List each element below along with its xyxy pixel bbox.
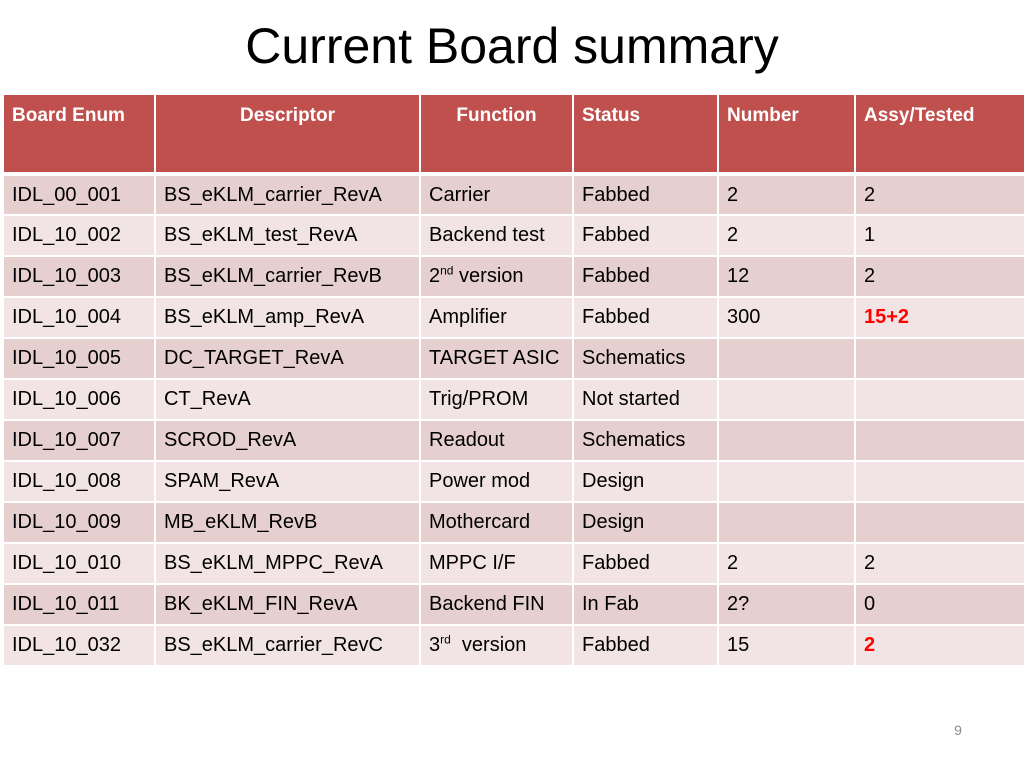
cell-number: 2 bbox=[718, 543, 855, 584]
column-header-function: Function bbox=[420, 94, 573, 174]
function-ordinal-suffix: rd bbox=[440, 632, 451, 647]
cell-descriptor: BS_eKLM_carrier_RevC bbox=[155, 625, 420, 666]
cell-board-enum: IDL_10_003 bbox=[3, 256, 155, 297]
cell-function: Trig/PROM bbox=[420, 379, 573, 420]
cell-number bbox=[718, 461, 855, 502]
cell-assy-tested-highlight: 2 bbox=[855, 625, 1024, 666]
cell-board-enum: IDL_10_009 bbox=[3, 502, 155, 543]
cell-status: Fabbed bbox=[573, 256, 718, 297]
column-header-status: Status bbox=[573, 94, 718, 174]
table-row bbox=[3, 625, 1024, 666]
cell-status: Schematics bbox=[573, 338, 718, 379]
cell-status: Fabbed bbox=[573, 174, 718, 215]
cell-function: MPPC I/F bbox=[420, 543, 573, 584]
cell-status: In Fab bbox=[573, 584, 718, 625]
cell-assy-tested bbox=[855, 461, 1024, 502]
cell-number: 2 bbox=[718, 215, 855, 256]
table-row bbox=[3, 502, 1024, 543]
cell-board-enum: IDL_10_007 bbox=[3, 420, 155, 461]
table-row bbox=[3, 379, 1024, 420]
cell-descriptor: DC_TARGET_RevA bbox=[155, 338, 420, 379]
cell-descriptor: CT_RevA bbox=[155, 379, 420, 420]
board-summary-table bbox=[2, 93, 1024, 667]
column-header-number: Number bbox=[718, 94, 855, 174]
cell-descriptor: SCROD_RevA bbox=[155, 420, 420, 461]
cell-number: 2? bbox=[718, 584, 855, 625]
table-row bbox=[3, 584, 1024, 625]
cell-function: Mothercard bbox=[420, 502, 573, 543]
cell-status: Not started bbox=[573, 379, 718, 420]
cell-descriptor: BS_eKLM_carrier_RevB bbox=[155, 256, 420, 297]
cell-number: 300 bbox=[718, 297, 855, 338]
column-header-descriptor: Descriptor bbox=[155, 94, 420, 174]
table-row bbox=[3, 543, 1024, 584]
cell-status: Design bbox=[573, 461, 718, 502]
function-ordinal: 3 bbox=[429, 634, 441, 656]
table-row bbox=[3, 338, 1024, 379]
cell-function bbox=[420, 625, 573, 666]
slide-page-number: 9 bbox=[954, 722, 962, 738]
cell-status: Fabbed bbox=[573, 543, 718, 584]
cell-assy-tested: 0 bbox=[855, 584, 1024, 625]
cell-board-enum: IDL_10_032 bbox=[3, 625, 155, 666]
cell-descriptor: BS_eKLM_MPPC_RevA bbox=[155, 543, 420, 584]
cell-board-enum: IDL_10_005 bbox=[3, 338, 155, 379]
table-row bbox=[3, 215, 1024, 256]
cell-status: Fabbed bbox=[573, 215, 718, 256]
cell-function: Backend FIN bbox=[420, 584, 573, 625]
cell-number bbox=[718, 502, 855, 543]
cell-descriptor: BS_eKLM_amp_RevA bbox=[155, 297, 420, 338]
table-row bbox=[3, 297, 1024, 338]
cell-assy-tested-highlight: 15+2 bbox=[855, 297, 1024, 338]
table-row bbox=[3, 420, 1024, 461]
table-row bbox=[3, 256, 1024, 297]
cell-assy-tested bbox=[855, 379, 1024, 420]
cell-assy-tested: 2 bbox=[855, 543, 1024, 584]
cell-function: Backend test bbox=[420, 215, 573, 256]
table-row bbox=[3, 174, 1024, 215]
cell-descriptor: MB_eKLM_RevB bbox=[155, 502, 420, 543]
cell-assy-tested bbox=[855, 502, 1024, 543]
cell-function bbox=[420, 256, 573, 297]
table-row bbox=[3, 461, 1024, 502]
cell-descriptor: BS_eKLM_test_RevA bbox=[155, 215, 420, 256]
cell-assy-tested: 2 bbox=[855, 256, 1024, 297]
cell-function: TARGET ASIC bbox=[420, 338, 573, 379]
function-text: version bbox=[450, 634, 527, 656]
cell-function: Power mod bbox=[420, 461, 573, 502]
cell-status: Design bbox=[573, 502, 718, 543]
table-header-row bbox=[3, 94, 1024, 174]
cell-assy-tested bbox=[855, 338, 1024, 379]
cell-number: 15 bbox=[718, 625, 855, 666]
cell-number bbox=[718, 420, 855, 461]
cell-board-enum: IDL_10_004 bbox=[3, 297, 155, 338]
cell-number bbox=[718, 338, 855, 379]
cell-assy-tested bbox=[855, 420, 1024, 461]
cell-board-enum: IDL_10_011 bbox=[3, 584, 155, 625]
cell-number bbox=[718, 379, 855, 420]
cell-board-enum: IDL_00_001 bbox=[3, 174, 155, 215]
cell-board-enum: IDL_10_010 bbox=[3, 543, 155, 584]
cell-number: 12 bbox=[718, 256, 855, 297]
cell-number: 2 bbox=[718, 174, 855, 215]
slide-title: Current Board summary bbox=[245, 18, 779, 74]
cell-status: Schematics bbox=[573, 420, 718, 461]
cell-descriptor: BS_eKLM_carrier_RevA bbox=[155, 174, 420, 215]
cell-function: Amplifier bbox=[420, 297, 573, 338]
column-header-board-enum: Board Enum bbox=[3, 94, 155, 174]
cell-board-enum: IDL_10_006 bbox=[3, 379, 155, 420]
column-header-assy-tested: Assy/Tested bbox=[855, 94, 1024, 174]
function-ordinal: 2 bbox=[429, 265, 441, 287]
cell-board-enum: IDL_10_008 bbox=[3, 461, 155, 502]
function-text: version bbox=[453, 265, 524, 287]
cell-board-enum: IDL_10_002 bbox=[3, 215, 155, 256]
cell-assy-tested: 2 bbox=[855, 174, 1024, 215]
cell-function: Readout bbox=[420, 420, 573, 461]
cell-function: Carrier bbox=[420, 174, 573, 215]
cell-assy-tested: 1 bbox=[855, 215, 1024, 256]
cell-status: Fabbed bbox=[573, 297, 718, 338]
function-ordinal-suffix: nd bbox=[440, 263, 454, 278]
cell-descriptor: BK_eKLM_FIN_RevA bbox=[155, 584, 420, 625]
cell-descriptor: SPAM_RevA bbox=[155, 461, 420, 502]
cell-status: Fabbed bbox=[573, 625, 718, 666]
